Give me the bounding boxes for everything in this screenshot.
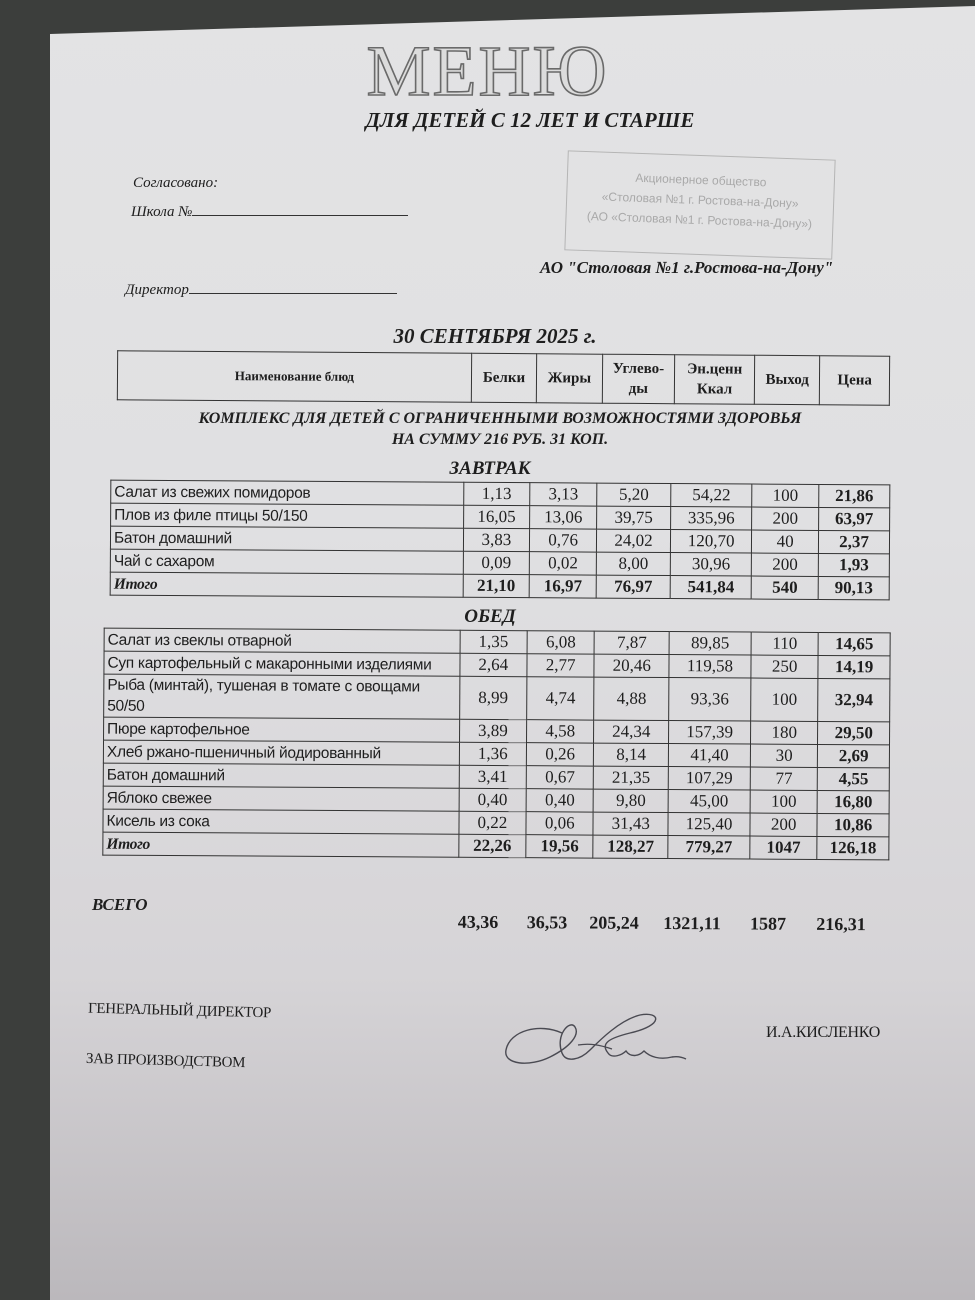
fat-total: 16,97	[529, 575, 596, 598]
yield-value: 200	[752, 553, 819, 576]
dish-name: Плов из филе птицы 50/150	[111, 503, 464, 528]
header-energy	[674, 355, 754, 405]
grand-carbs: 205,24	[589, 912, 639, 933]
price-value: 10,86	[817, 813, 889, 836]
protein-value: 16,05	[463, 505, 530, 528]
yield-value: 40	[752, 530, 819, 553]
energy-value: 119,58	[669, 655, 751, 678]
menu-subtitle: ДЛЯ ДЕТЕЙ С 12 ЛЕТ И СТАРШЕ	[365, 108, 695, 132]
protein-value: 3,89	[459, 719, 527, 742]
header-energy-line2: Ккал	[696, 381, 733, 398]
header-carbs	[602, 354, 675, 404]
carbs-value: 9,80	[594, 789, 669, 812]
protein-total: 22,26	[458, 834, 526, 857]
energy-value: 120,70	[671, 530, 752, 553]
yield-total: 1047	[750, 836, 818, 859]
carbs-value: 4,88	[594, 677, 669, 720]
total-label: Итого	[110, 572, 463, 597]
energy-value: 41,40	[668, 744, 750, 767]
price-value: 2,37	[818, 530, 889, 553]
dish-name: Пюре картофельное	[104, 717, 460, 742]
complex-line-2: НА СУММУ 216 РУБ. 31 КОП.	[391, 431, 609, 448]
grand-total-row	[440, 912, 900, 936]
fat-value: 0,06	[526, 812, 594, 835]
price-value: 1,93	[818, 553, 889, 576]
stamp-line-1: Акционерное общество	[635, 170, 767, 190]
dish-name: Чай с сахаром	[110, 549, 463, 574]
energy-total: 541,84	[670, 576, 751, 599]
protein-value: 1,13	[463, 482, 530, 505]
dish-name: Батон домашний	[103, 763, 459, 788]
breakfast-table	[110, 480, 891, 601]
price-value: 14,19	[818, 655, 890, 678]
table-row	[104, 674, 890, 722]
breakfast-title: ЗАВТРАК	[449, 458, 531, 479]
header-carbs-line2: ды	[628, 380, 648, 398]
signatory-name: И.А.КИСЛЕНКО	[766, 1024, 881, 1041]
fat-value: 0,40	[526, 789, 594, 812]
grand-protein: 43,36	[457, 911, 499, 932]
protein-value: 0,09	[463, 551, 530, 574]
dish-name: Суп картофельный с макаронными изделиями	[104, 651, 460, 676]
agreed-label: Согласовано:	[133, 175, 219, 191]
protein-value: 0,40	[459, 788, 527, 811]
price-value: 2,69	[818, 744, 890, 767]
yield-value: 110	[751, 632, 819, 655]
fat-value: 13,06	[530, 506, 597, 529]
price-value: 16,80	[817, 790, 889, 813]
fat-value: 2,77	[527, 654, 595, 677]
energy-value: 107,29	[668, 767, 750, 790]
dish-name: Яблоко свежее	[103, 786, 459, 811]
carbs-value: 20,46	[594, 654, 669, 677]
header-energy-line1: Эн.ценн	[687, 361, 743, 378]
energy-total: 779,27	[668, 836, 750, 859]
protein-value: 3,83	[463, 528, 530, 551]
price-value: 4,55	[818, 767, 890, 790]
breakfast-total-row	[110, 572, 889, 600]
grand-total-label: ВСЕГО	[92, 895, 148, 914]
header-price: Цена	[820, 356, 890, 405]
fat-value: 0,26	[526, 743, 594, 766]
energy-value: 30,96	[670, 553, 751, 576]
yield-value: 100	[750, 790, 818, 813]
lunch-title: ОБЕД	[464, 606, 516, 627]
yield-value: 180	[751, 721, 819, 744]
school-field	[131, 204, 408, 221]
carbs-value: 5,20	[597, 483, 671, 506]
dish-name: Хлеб ржано-пшеничный йодированный	[103, 740, 459, 765]
lunch-table	[102, 628, 890, 861]
total-label: Итого	[103, 832, 459, 857]
price-total: 90,13	[818, 576, 889, 599]
grand-fat: 36,53	[526, 912, 568, 933]
fat-value: 4,58	[527, 720, 595, 743]
yield-value: 30	[750, 744, 818, 767]
grand-yield: 1587	[749, 913, 787, 934]
grand-energy: 1321,11	[663, 912, 721, 934]
fat-value: 0,02	[530, 552, 597, 575]
yield-total: 540	[751, 576, 818, 599]
complex-line-1: КОМПЛЕКС ДЛЯ ДЕТЕЙ С ОГРАНИЧЕННЫМИ ВОЗМОЖНОСТЯМИ ЗДОРОВЬЯ	[198, 410, 802, 427]
protein-value: 1,35	[460, 630, 528, 653]
dish-name: Салат из свеклы отварной	[104, 628, 460, 653]
carbs-value: 24,34	[594, 720, 669, 743]
menu-date: 30 СЕНТЯБРЯ 2025 г.	[393, 324, 597, 348]
protein-total: 21,10	[463, 574, 530, 597]
fat-value: 4,74	[527, 677, 595, 720]
stamp-line-3: (АО «Столовая №1 г. Ростова-на-Дону»)	[586, 209, 813, 231]
carbs-value: 31,43	[593, 812, 668, 835]
header-fat: Жиры	[537, 354, 603, 403]
energy-value: 125,40	[668, 813, 750, 836]
yield-value: 100	[752, 484, 819, 507]
company-stamp	[564, 150, 835, 259]
price-value: 63,97	[819, 507, 890, 530]
fat-value: 0,76	[530, 529, 597, 552]
yield-value: 200	[750, 813, 818, 836]
protein-value: 2,64	[460, 653, 528, 676]
dish-name: Батон домашний	[110, 526, 463, 551]
price-value: 32,94	[818, 678, 890, 721]
complex-description	[0, 408, 975, 450]
fat-value: 3,13	[530, 483, 597, 506]
energy-value: 93,36	[669, 678, 751, 721]
fat-value: 0,67	[526, 766, 594, 789]
table-header	[117, 350, 890, 405]
header-yield: Выход	[754, 355, 820, 404]
school-label: Школа №	[131, 204, 193, 220]
production-head-label: ЗАВ ПРОИЗВОДСТВОМ	[85, 1050, 246, 1072]
dish-name: Салат из свежих помидоров	[111, 480, 464, 505]
menu-title: МЕНЮ	[366, 31, 609, 111]
protein-value: 0,22	[459, 811, 527, 834]
carbs-value: 8,00	[596, 552, 670, 575]
carbs-value: 21,35	[594, 766, 669, 789]
director-label: Директор	[125, 282, 189, 298]
carbs-value: 8,14	[594, 743, 669, 766]
director-blank-line	[189, 292, 397, 294]
price-total: 126,18	[817, 836, 889, 859]
energy-value: 335,96	[671, 507, 752, 530]
school-blank-line	[192, 214, 408, 216]
price-value: 21,86	[819, 484, 890, 507]
organization-name: АО "Столовая №1 г.Ростова-на-Дону"	[540, 258, 834, 277]
carbs-total: 128,27	[593, 835, 668, 858]
lunch-total-row	[103, 832, 889, 860]
header-carbs-line1: Углево-	[612, 360, 665, 378]
dish-name: Рыба (минтай), тушеная в томате с овощами 50/50	[104, 674, 460, 719]
carbs-value: 7,87	[594, 631, 669, 654]
carbs-value: 39,75	[597, 506, 671, 529]
stamp-line-2: «Столовая №1 г. Ростова-на-Дону»	[601, 189, 799, 211]
price-value: 29,50	[818, 721, 890, 744]
fat-value: 6,08	[527, 631, 595, 654]
price-value: 14,65	[818, 632, 890, 655]
yield-value: 100	[751, 678, 819, 721]
yield-value: 200	[752, 507, 819, 530]
fat-total: 19,56	[526, 835, 594, 858]
protein-value: 8,99	[459, 676, 527, 719]
energy-value: 89,85	[669, 632, 751, 655]
yield-value: 77	[750, 767, 818, 790]
header-dish-name: Наименование блюд	[117, 351, 471, 402]
energy-value: 54,22	[671, 484, 752, 507]
carbs-total: 76,97	[596, 575, 670, 598]
header-protein: Белки	[471, 353, 537, 402]
carbs-value: 24,02	[597, 529, 671, 552]
energy-value: 45,00	[668, 790, 750, 813]
protein-value: 1,36	[459, 742, 527, 765]
grand-price: 216,31	[816, 913, 866, 935]
dish-name: Кисель из сока	[103, 809, 459, 834]
yield-value: 250	[751, 655, 819, 678]
protein-value: 3,41	[459, 765, 527, 788]
signature-icon	[500, 1005, 690, 1075]
director-field	[125, 282, 397, 299]
energy-value: 157,39	[669, 721, 751, 744]
general-director-label: ГЕНЕРАЛЬНЫЙ ДИРЕКТОР	[87, 1000, 272, 1022]
